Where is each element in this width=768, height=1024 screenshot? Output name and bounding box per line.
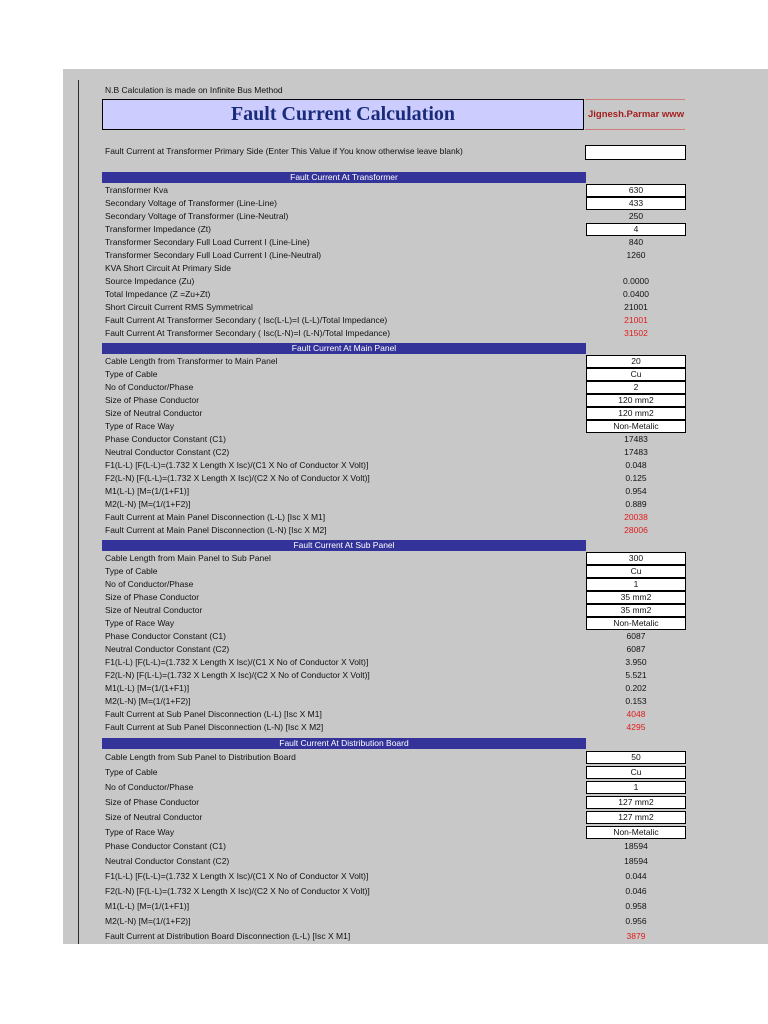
value-cell: 21001 bbox=[624, 315, 648, 325]
row-label: F1(L-L) [F(L-L)=(1.732 X Length X Isc)/(C1 X No of Conductor X Volt)] bbox=[105, 460, 369, 470]
row-label: Fault Current at Sub Panel Disconnection (L-N) [Isc X M2] bbox=[105, 722, 324, 732]
input-cell[interactable]: Non-Metalic bbox=[586, 420, 686, 433]
row-label: Neutral Conductor Constant (C2) bbox=[105, 644, 230, 654]
row-label: Transformer Kva bbox=[105, 185, 168, 195]
value-cell: 0.0000 bbox=[623, 276, 649, 286]
table-row bbox=[105, 407, 705, 420]
table-row bbox=[105, 617, 705, 630]
table-row bbox=[105, 433, 705, 446]
input-cell[interactable]: Cu bbox=[586, 766, 686, 779]
table-row bbox=[105, 355, 705, 368]
table-row bbox=[105, 708, 705, 721]
table-row bbox=[105, 223, 705, 236]
row-label: F1(L-L) [F(L-L)=(1.732 X Length X Isc)/(C1 X No of Conductor X Volt)] bbox=[105, 657, 369, 667]
row-label: Short Circuit Current RMS Symmetrical bbox=[105, 302, 253, 312]
table-row bbox=[105, 930, 705, 943]
input-cell[interactable]: 1 bbox=[586, 781, 686, 794]
value-cell: 0.153 bbox=[625, 696, 647, 706]
value-cell: 17483 bbox=[624, 434, 648, 444]
row-label: Size of Neutral Conductor bbox=[105, 408, 203, 418]
table-row bbox=[105, 485, 705, 498]
row-label: Phase Conductor Constant (C1) bbox=[105, 434, 226, 444]
input-cell[interactable]: 2 bbox=[586, 381, 686, 394]
row-label: F2(L-N) [F(L-L)=(1.732 X Length X Isc)/(C2 X No of Conductor X Volt)] bbox=[105, 473, 370, 483]
table-row bbox=[105, 472, 705, 485]
input-cell[interactable]: 50 bbox=[586, 751, 686, 764]
input-cell[interactable]: 127 mm2 bbox=[586, 811, 686, 824]
table-row bbox=[105, 885, 705, 898]
input-cell[interactable]: 20 bbox=[586, 355, 686, 368]
table-row bbox=[105, 796, 705, 809]
row-label: Size of Phase Conductor bbox=[105, 395, 200, 405]
value-cell: 21001 bbox=[624, 302, 648, 312]
row-label: Fault Current at Main Panel Disconnection (L-L) [Isc X M1] bbox=[105, 512, 326, 522]
value-cell: 0.046 bbox=[625, 886, 647, 896]
value-cell: 5.521 bbox=[625, 670, 647, 680]
input-cell[interactable]: 433 bbox=[586, 197, 686, 210]
table-row bbox=[105, 288, 705, 301]
row-label: Type of Cable bbox=[105, 767, 158, 777]
table-row bbox=[105, 826, 705, 839]
input-cell[interactable]: Non-Metalic bbox=[586, 826, 686, 839]
value-cell: 18594 bbox=[624, 856, 648, 866]
row-label: Cable Length from Main Panel to Sub Panel bbox=[105, 553, 271, 563]
table-row bbox=[105, 368, 705, 381]
table-row bbox=[105, 197, 705, 210]
row-label: Fault Current at Main Panel Disconnection (L-N) [Isc X M2] bbox=[105, 525, 327, 535]
table-row bbox=[105, 630, 705, 643]
row-label: Size of Neutral Conductor bbox=[105, 812, 203, 822]
author-cell-overflow bbox=[685, 99, 768, 130]
row-label: Phase Conductor Constant (C1) bbox=[105, 631, 226, 641]
row-label: M2(L-N) [M=(1/(1+F2)] bbox=[105, 696, 191, 706]
value-cell: 3.950 bbox=[625, 657, 647, 667]
table-row bbox=[105, 682, 705, 695]
value-cell: 18594 bbox=[624, 841, 648, 851]
input-cell[interactable]: 120 mm2 bbox=[586, 394, 686, 407]
row-label: Total Impedance (Z =Zu+Zt) bbox=[105, 289, 211, 299]
table-row bbox=[105, 840, 705, 853]
row-label: Type of Race Way bbox=[105, 618, 175, 628]
table-row bbox=[105, 327, 705, 340]
primary-fault-current-label: Fault Current at Transformer Primary Side (Enter This Value if You know otherwise leave blank) bbox=[105, 146, 463, 156]
primary-fault-current-input[interactable] bbox=[585, 145, 686, 160]
input-cell[interactable]: 120 mm2 bbox=[586, 407, 686, 420]
table-row bbox=[105, 210, 705, 223]
input-cell[interactable]: Non-Metalic bbox=[586, 617, 686, 630]
row-label: Fault Current At Transformer Secondary ( Isc(L-N)=I (L-N)/Total Impedance) bbox=[105, 328, 391, 338]
row-label: M2(L-N) [M=(1/(1+F2)] bbox=[105, 916, 191, 926]
row-label: Secondary Voltage of Transformer (Line-Neutral) bbox=[105, 211, 289, 221]
row-label: Phase Conductor Constant (C1) bbox=[105, 841, 226, 851]
table-row bbox=[105, 524, 705, 537]
value-cell: 250 bbox=[628, 211, 644, 221]
method-note: N.B Calculation is made on Infinite Bus Method bbox=[105, 85, 283, 95]
table-row bbox=[105, 604, 705, 617]
row-label: Fault Current at Sub Panel Disconnection (L-L) [Isc X M1] bbox=[105, 709, 322, 719]
value-cell: 3879 bbox=[626, 931, 646, 941]
value-cell: 20038 bbox=[624, 512, 648, 522]
table-row bbox=[105, 301, 705, 314]
table-row bbox=[105, 855, 705, 868]
input-cell[interactable]: 1 bbox=[586, 578, 686, 591]
row-label: No of Conductor/Phase bbox=[105, 782, 194, 792]
value-cell: 1260 bbox=[626, 250, 646, 260]
table-row bbox=[105, 669, 705, 682]
row-label: M1(L-L) [M=(1/(1+F1)] bbox=[105, 486, 190, 496]
row-label: F1(L-L) [F(L-L)=(1.732 X Length X Isc)/(C1 X No of Conductor X Volt)] bbox=[105, 871, 369, 881]
value-cell: 0.202 bbox=[625, 683, 647, 693]
row-label: Transformer Secondary Full Load Current I (Line-Line) bbox=[105, 237, 310, 247]
value-cell: 0.044 bbox=[625, 871, 647, 881]
section-header-transformer: Fault Current At Transformer bbox=[102, 172, 586, 183]
row-label: Transformer Impedance (Zt) bbox=[105, 224, 211, 234]
row-label: No of Conductor/Phase bbox=[105, 382, 194, 392]
row-label: Type of Cable bbox=[105, 369, 158, 379]
row-label: Size of Neutral Conductor bbox=[105, 605, 203, 615]
input-cell[interactable]: 300 bbox=[586, 552, 686, 565]
table-row bbox=[105, 381, 705, 394]
table-row bbox=[105, 394, 705, 407]
value-cell: 0.954 bbox=[625, 486, 647, 496]
table-row bbox=[105, 511, 705, 524]
table-row bbox=[105, 900, 705, 913]
table-row bbox=[105, 811, 705, 824]
value-cell: 0.125 bbox=[625, 473, 647, 483]
section-header-distribution-board: Fault Current At Distribution Board bbox=[102, 738, 586, 749]
table-row bbox=[105, 751, 705, 764]
table-row bbox=[105, 766, 705, 779]
row-label: Fault Current at Distribution Board Disconnection (L-L) [Isc X M1] bbox=[105, 931, 351, 941]
input-cell[interactable]: 4 bbox=[586, 223, 686, 236]
author-credit: Jignesh.Parmar www bbox=[585, 99, 768, 130]
table-row bbox=[105, 498, 705, 511]
table-row bbox=[105, 314, 705, 327]
input-cell[interactable]: 630 bbox=[586, 184, 686, 197]
table-row bbox=[105, 249, 705, 262]
row-label: Type of Cable bbox=[105, 566, 158, 576]
row-label: Type of Race Way bbox=[105, 827, 175, 837]
value-cell: 0.0400 bbox=[623, 289, 649, 299]
row-label: F2(L-N) [F(L-L)=(1.732 X Length X Isc)/(C2 X No of Conductor X Volt)] bbox=[105, 886, 370, 896]
value-cell: 840 bbox=[628, 237, 644, 247]
table-row bbox=[105, 695, 705, 708]
value-cell: 0.958 bbox=[625, 901, 647, 911]
table-row bbox=[105, 236, 705, 249]
table-row bbox=[105, 184, 705, 197]
table-row bbox=[105, 870, 705, 883]
table-row bbox=[105, 420, 705, 433]
input-cell[interactable]: 35 mm2 bbox=[586, 604, 686, 617]
row-label: Secondary Voltage of Transformer (Line-Line) bbox=[105, 198, 277, 208]
row-label: KVA Short Circuit At Primary Side bbox=[105, 263, 231, 273]
row-label: Type of Race Way bbox=[105, 421, 175, 431]
table-row bbox=[105, 781, 705, 794]
row-label: No of Conductor/Phase bbox=[105, 579, 194, 589]
row-label: F2(L-N) [F(L-L)=(1.732 X Length X Isc)/(C2 X No of Conductor X Volt)] bbox=[105, 670, 370, 680]
value-cell: 6087 bbox=[626, 631, 646, 641]
table-row bbox=[105, 262, 705, 275]
table-row bbox=[105, 578, 705, 591]
value-cell: 4048 bbox=[626, 709, 646, 719]
value-cell: 6087 bbox=[626, 644, 646, 654]
input-cell[interactable]: Cu bbox=[586, 368, 686, 381]
row-label: Transformer Secondary Full Load Current I (Line-Neutral) bbox=[105, 250, 322, 260]
table-row bbox=[105, 656, 705, 669]
row-label: Size of Phase Conductor bbox=[105, 592, 200, 602]
row-label: Cable Length from Transformer to Main Panel bbox=[105, 356, 278, 366]
sheet-left-border bbox=[78, 80, 79, 944]
row-label: Neutral Conductor Constant (C2) bbox=[105, 447, 230, 457]
row-label: M1(L-L) [M=(1/(1+F1)] bbox=[105, 901, 190, 911]
row-label: M2(L-N) [M=(1/(1+F2)] bbox=[105, 499, 191, 509]
input-cell[interactable]: 127 mm2 bbox=[586, 796, 686, 809]
table-row bbox=[105, 446, 705, 459]
row-label: Source Impedance (Zu) bbox=[105, 276, 195, 286]
table-row bbox=[105, 552, 705, 565]
table-row bbox=[105, 275, 705, 288]
row-label: Neutral Conductor Constant (C2) bbox=[105, 856, 230, 866]
value-cell: 28006 bbox=[624, 525, 648, 535]
section-header-main-panel: Fault Current At Main Panel bbox=[102, 343, 586, 354]
table-row bbox=[105, 591, 705, 604]
table-row bbox=[105, 565, 705, 578]
page-title: Fault Current Calculation bbox=[102, 99, 584, 130]
table-row bbox=[105, 915, 705, 928]
value-cell: 0.048 bbox=[625, 460, 647, 470]
row-label: Size of Phase Conductor bbox=[105, 797, 200, 807]
section-header-sub-panel: Fault Current At Sub Panel bbox=[102, 540, 586, 551]
table-row bbox=[105, 643, 705, 656]
table-row bbox=[105, 721, 705, 734]
value-cell: 17483 bbox=[624, 447, 648, 457]
table-row bbox=[105, 459, 705, 472]
input-cell[interactable]: 35 mm2 bbox=[586, 591, 686, 604]
value-cell: 4295 bbox=[626, 722, 646, 732]
input-cell[interactable]: Cu bbox=[586, 565, 686, 578]
row-label: Fault Current At Transformer Secondary ( Isc(L-L)=I (L-L)/Total Impedance) bbox=[105, 315, 388, 325]
row-label: M1(L-L) [M=(1/(1+F1)] bbox=[105, 683, 190, 693]
value-cell: 0.956 bbox=[625, 916, 647, 926]
row-label: Cable Length from Sub Panel to Distribution Board bbox=[105, 752, 296, 762]
value-cell: 0.889 bbox=[625, 499, 647, 509]
value-cell bbox=[586, 262, 686, 275]
value-cell: 31502 bbox=[624, 328, 648, 338]
